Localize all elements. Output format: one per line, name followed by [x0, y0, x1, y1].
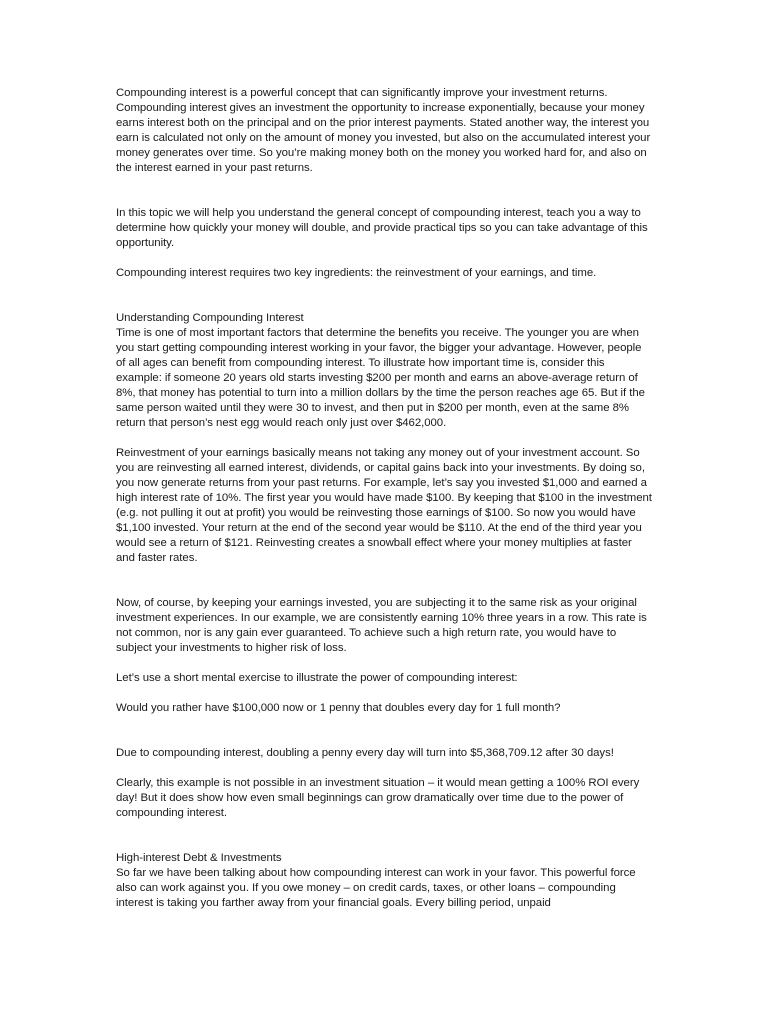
paragraph-key-ingredients: Compounding interest requires two key ingredients: the reinvestment of your earnings, and time.	[116, 267, 597, 279]
paragraph-time-factor: Time is one of most important factors that determine the benefits you receive. The younger you are when you start getting compounding interest working in your favor, the bigger your advantage. However, people of all ages can benefit from compounding interest. To illustrate how important time is, consider this example: if someone 20 years old starts investing $200 per month and earns an above-average return of 8%, that money has potential to turn into a million dollars by the time the person reaches age 65. But if the same person waited until they were 30 to invest, and then put in $200 per month, even at the same 8% return that person’s nest egg would reach only just over $462,000.	[116, 327, 645, 429]
paragraph-reinvestment: Reinvestment of your earnings basically means not taking any money out of your investment account. So you are reinvesting all earned interest, dividends, or capital gains back into your investments. By doing so, you now generate returns from your past returns. For example, let’s say you invested $1,000 and earned a high interest rate of 10%. The first year you would have made $100. By keeping that $100 in the investment (e.g. not pulling it out at profit) you would be reinvesting those earnings of $100. So now you would have $1,100 invested. Your return at the end of the second year would be $110. At the end of the third year you would see a return of $121. Reinvesting creates a snowball effect where your money multiplies at faster and faster rates.	[116, 447, 652, 564]
paragraph-risk: Now, of course, by keeping your earnings invested, you are subjecting it to the same risk as your original investment experiences. In our example, we are consistently earning 10% three years in a row. This rate is not common, nor is any gain ever guaranteed. To achieve such a high return rate, you would have to subject your investments to higher risk of loss.	[116, 597, 647, 654]
paragraph-clearly: Clearly, this example is not possible in an investment situation – it would mean getting a 100% ROI every day! But it does show how even small beginnings can grow dramatically over time due to the power of compounding interest.	[116, 777, 640, 819]
paragraph-penny-answer: Due to compounding interest, doubling a penny every day will turn into $5,368,709.12 after 30 days!	[116, 747, 614, 759]
section-heading-understanding: Understanding Compounding Interest	[116, 312, 304, 324]
paragraph-debt: So far we have been talking about how compounding interest can work in your favor. This powerful force also can work against you. If you owe money – on credit cards, taxes, or other loans – compounding interest is taking you farther away from your financial goals. Every billing period, unpaid	[116, 867, 636, 909]
paragraph-mental-exercise: Let’s use a short mental exercise to illustrate the power of compounding interest:	[116, 672, 518, 684]
paragraph-topic-overview: In this topic we will help you understand the general concept of compounding interest, teach you a way to determine how quickly your money will double, and provide practical tips so you can take advantage of this opportunity.	[116, 207, 648, 249]
document-page	[116, 86, 652, 911]
section-heading-debt: High-interest Debt & Investments	[116, 852, 282, 864]
paragraph-penny-question: Would you rather have $100,000 now or 1 penny that doubles every day for 1 full month?	[116, 702, 561, 714]
paragraph-intro: Compounding interest is a powerful concept that can significantly improve your investment returns. Compounding interest gives an investment the opportunity to increase exponentially, because your money earns interest both on the principal and on the prior interest payments. Stated another way, the interest you earn is calculated not only on the amount of money you invested, but also on the accumulated interest your money generates over time. So you’re making money both on the money you worked hard for, and also on the interest earned in your past returns.	[116, 87, 651, 174]
